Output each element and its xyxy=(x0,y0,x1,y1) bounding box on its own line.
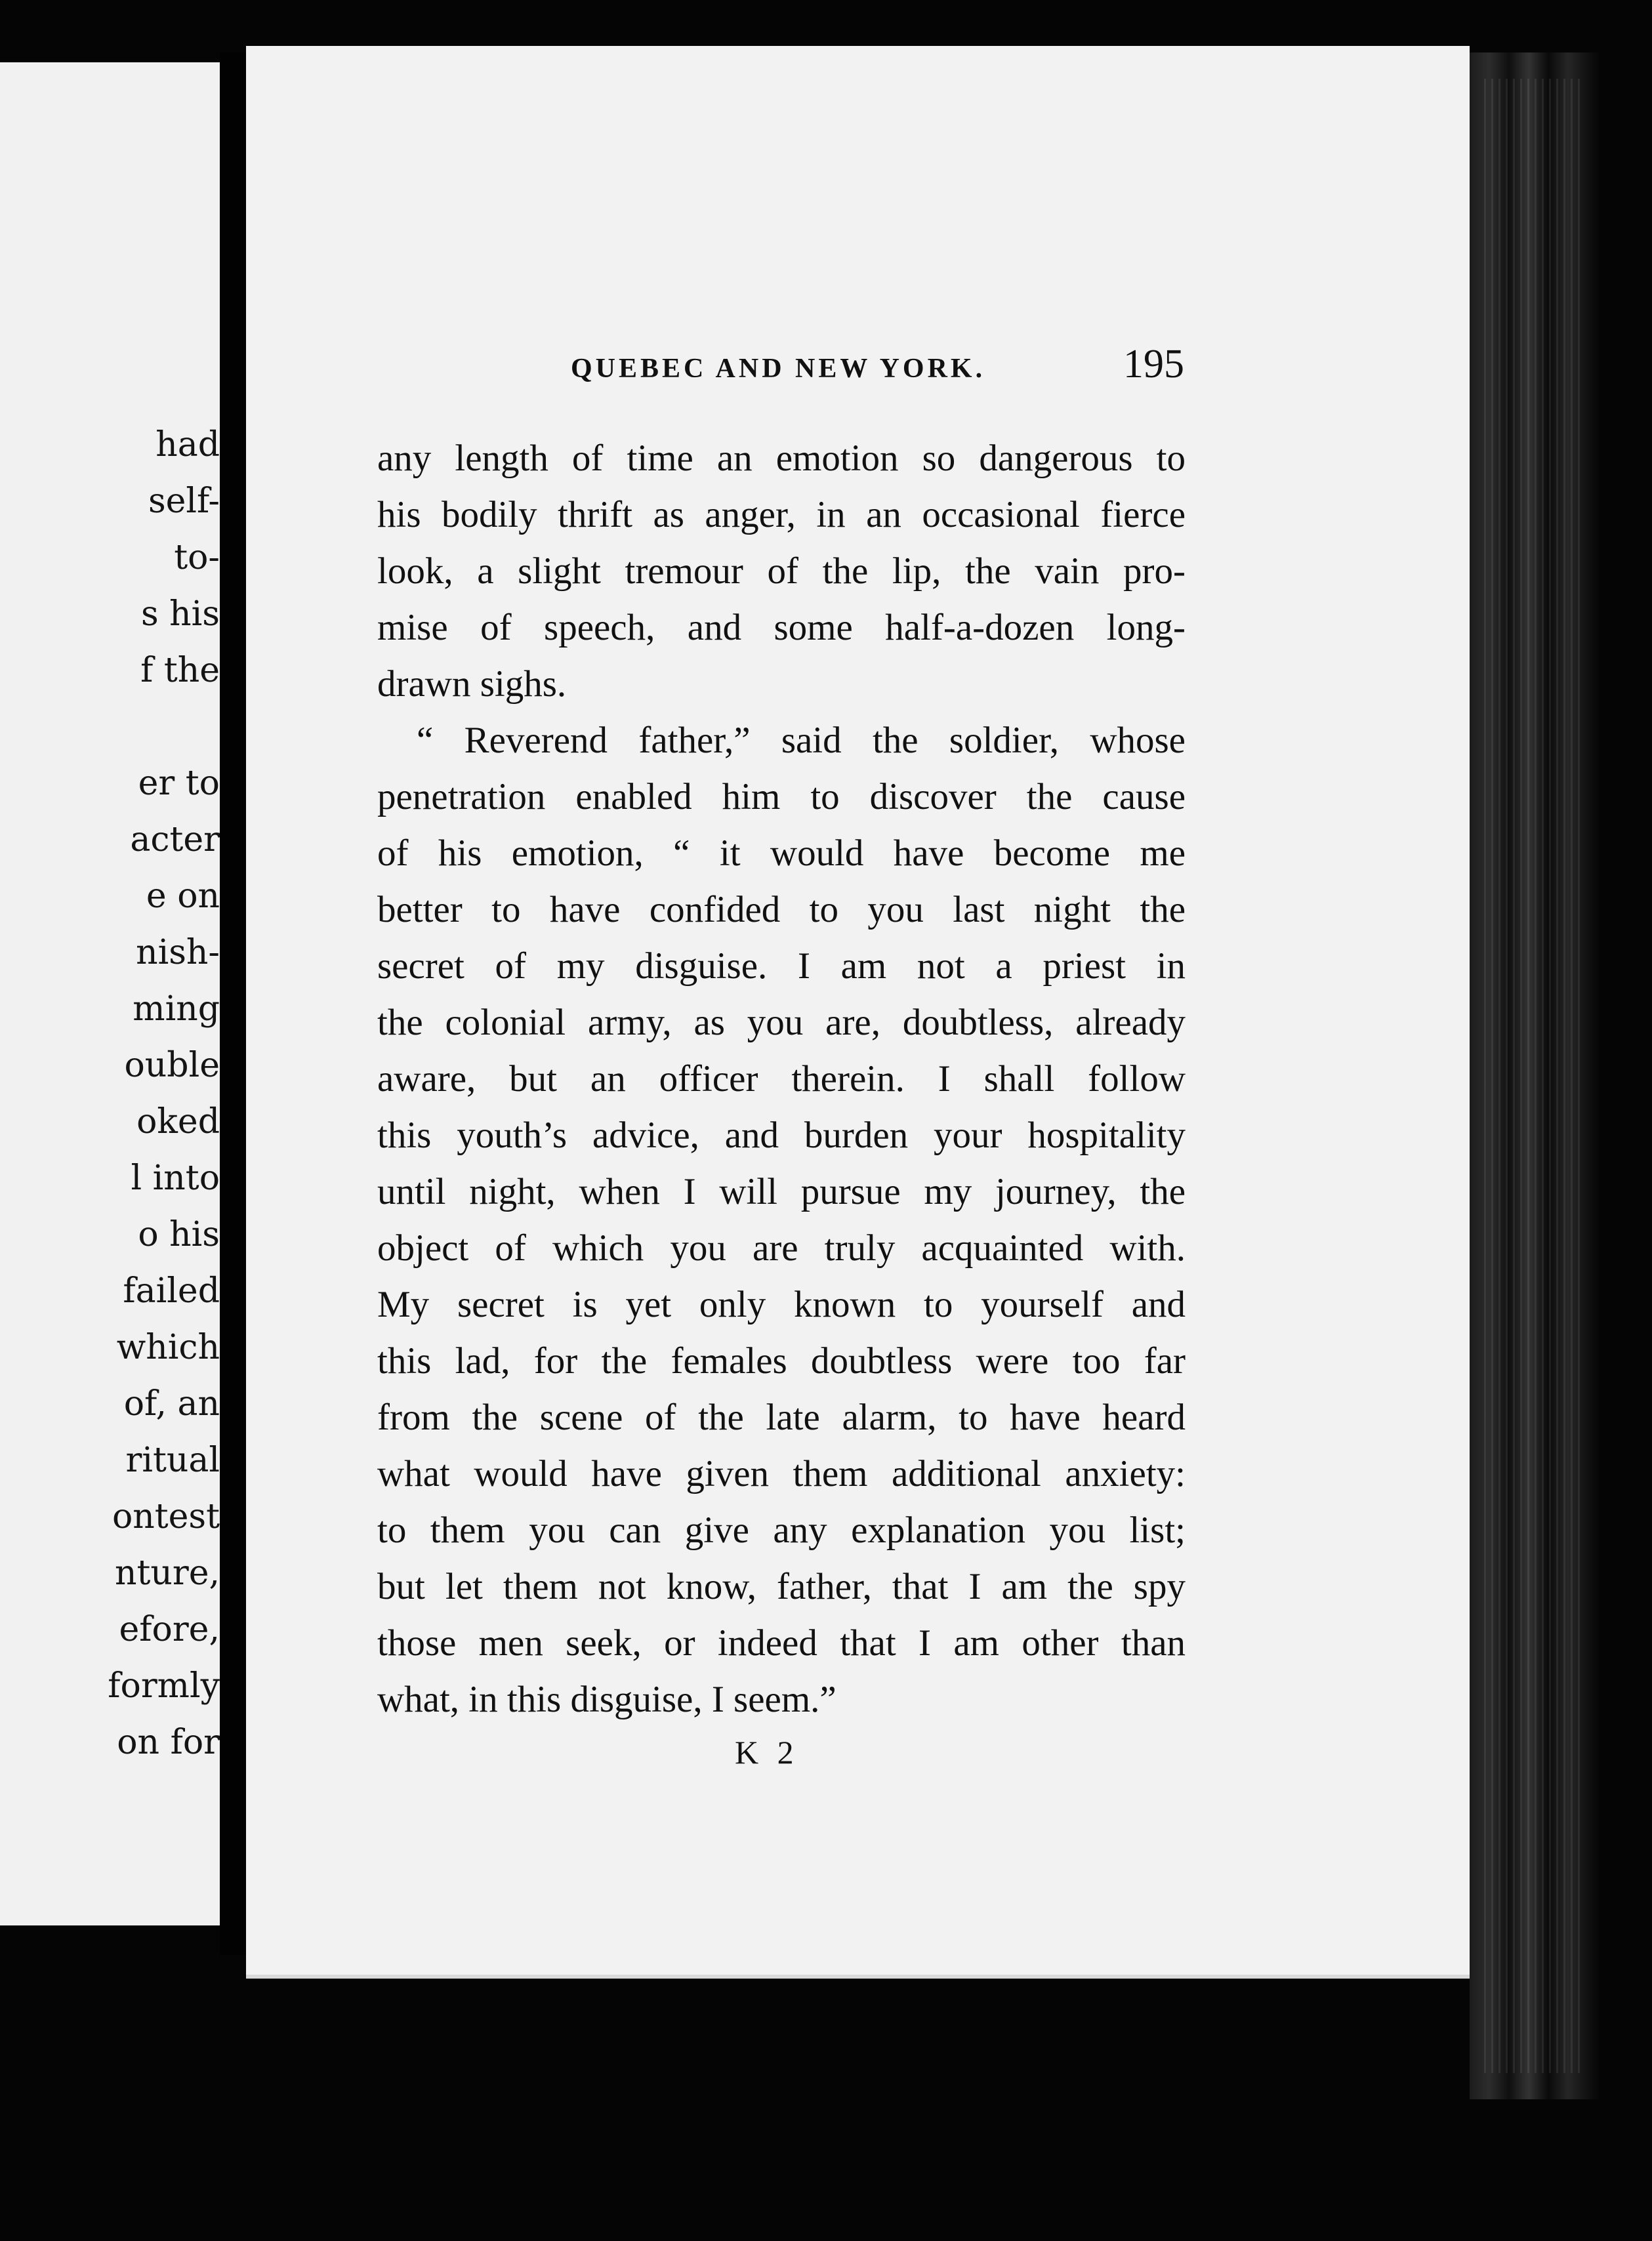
left-fragment: nture, xyxy=(114,1553,220,1593)
left-fragment: ouble xyxy=(124,1046,220,1085)
left-fragment: to- xyxy=(174,538,220,577)
left-fragment: s his xyxy=(140,594,220,634)
left-fragment: f the xyxy=(140,651,220,690)
text-line: from the scene of the late alarm, to have heard xyxy=(377,1397,1186,1438)
text-line: mise of speech, and some half-a-dozen long- xyxy=(377,607,1186,648)
left-fragment: efore, xyxy=(119,1610,220,1649)
running-head: QUEBEC AND NEW YORK. xyxy=(571,354,986,384)
left-fragment: formly xyxy=(108,1666,220,1706)
text-line: what, in this disguise, I seem.” xyxy=(377,1679,836,1720)
text-line: penetration enabled him to discover the cause xyxy=(377,776,1186,817)
left-fragment: e on xyxy=(146,876,220,916)
book-gutter xyxy=(220,52,246,1955)
left-fragment: failed xyxy=(123,1271,220,1311)
text-line: the colonial army, as you are, doubtless, already xyxy=(377,1002,1186,1043)
text-line: look, a slight tremour of the lip, the vain pro- xyxy=(377,550,1186,592)
left-fragment: o his xyxy=(138,1215,220,1254)
text-line: secret of my disguise. I am not a priest in xyxy=(377,945,1186,987)
text-line: any length of time an emotion so dangerous to xyxy=(377,438,1186,479)
left-page xyxy=(0,62,220,1925)
left-fragment: had xyxy=(155,425,220,464)
signature-mark: K 2 xyxy=(735,1734,799,1771)
text-line: his bodily thrift as anger, in an occasional fierce xyxy=(377,494,1186,535)
page-edge-lines xyxy=(1484,79,1582,2073)
text-line: but let them not know, father, that I am the spy xyxy=(377,1566,1186,1607)
page-header xyxy=(571,341,1184,394)
left-fragment: ritual xyxy=(125,1441,220,1480)
text-line: object of which you are truly acquainted with. xyxy=(377,1227,1186,1269)
left-fragment: self- xyxy=(148,482,220,521)
text-line: better to have confided to you last night the xyxy=(377,889,1186,930)
body-text xyxy=(377,430,1186,1728)
text-line: to them you can give any explanation you list; xyxy=(377,1510,1186,1551)
text-line: what would have given them additional anxiety: xyxy=(377,1453,1186,1494)
text-line: My secret is yet only known to yourself and xyxy=(377,1284,1186,1325)
left-fragment: nish- xyxy=(136,933,220,972)
page-number: 195 xyxy=(1123,342,1184,386)
left-fragment: oked xyxy=(136,1102,220,1141)
left-fragment: acter xyxy=(130,820,220,859)
text-line: this lad, for the females doubtless were too far xyxy=(377,1340,1186,1382)
text-line: of his emotion, “ it would have become me xyxy=(377,833,1186,874)
left-fragment: er to xyxy=(138,764,220,803)
left-fragment: l into xyxy=(131,1159,220,1198)
left-fragment: ontest xyxy=(112,1497,220,1536)
text-line: “ Reverend father,” said the soldier, whose xyxy=(417,720,1186,761)
paragraph-gap xyxy=(3,699,220,755)
left-fragment: on for xyxy=(117,1723,220,1762)
left-page-text-fragments xyxy=(3,417,220,1771)
left-fragment: which xyxy=(116,1328,220,1367)
text-line: this youth’s advice, and burden your hospitality xyxy=(377,1115,1186,1156)
text-line: those men seek, or indeed that I am other than xyxy=(377,1622,1186,1664)
text-line: until night, when I will pursue my journey, the xyxy=(377,1171,1186,1212)
left-fragment: of, an xyxy=(123,1384,220,1424)
text-line: drawn sighs. xyxy=(377,663,567,705)
left-fragment: ming xyxy=(133,989,220,1029)
text-line: aware, but an officer therein. I shall follow xyxy=(377,1058,1186,1100)
